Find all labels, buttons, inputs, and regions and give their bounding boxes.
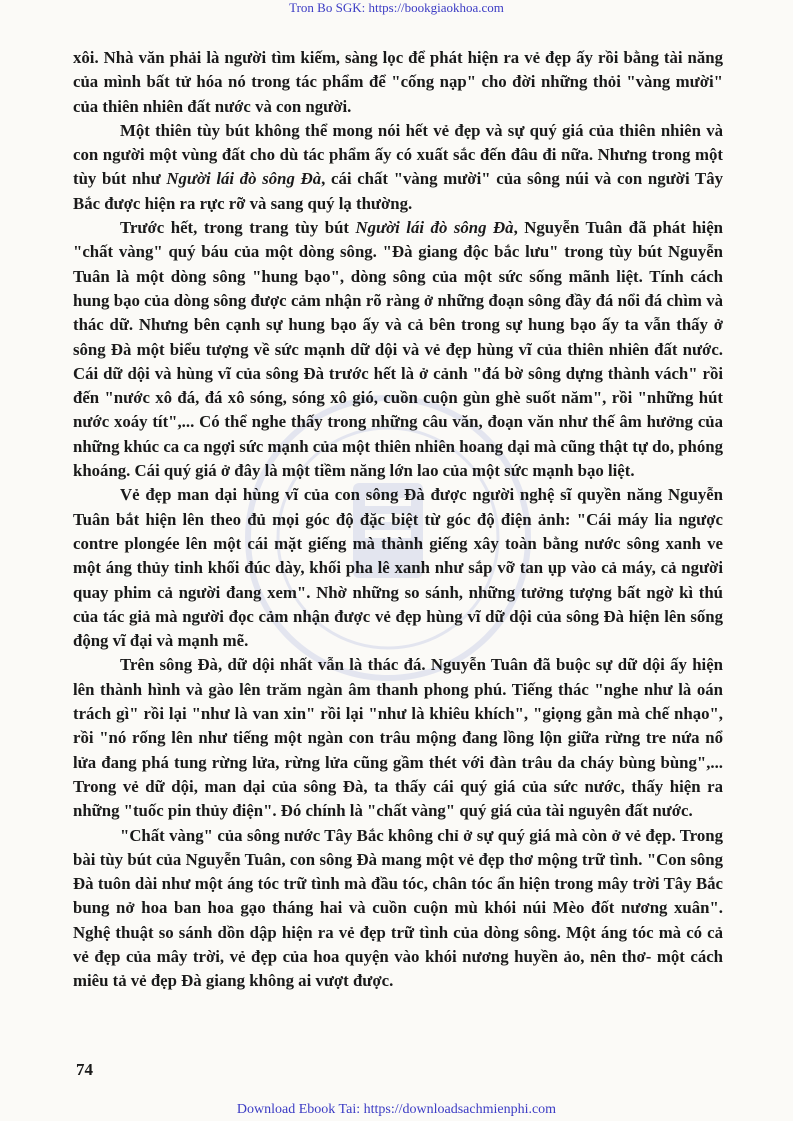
footer-download-link[interactable]: Download Ebook Tai: https://downloadsachmienphi.com [236, 1102, 557, 1117]
header-source-link[interactable]: Tron Bo SGK: https://bookgiaokhoa.com [289, 0, 504, 15]
paragraph: Trên sông Đà, dữ dội nhất vẫn là thác đá. Nguyễn Tuân đã buộc sự dữ dội ấy hiện lên thành hình và gào lên trăm ngàn âm thanh phong phú. Tiếng thác "nghe như là oán trách gì" rồi lại "như là van xin" rồi lại "như là khiêu khích", "giọng gằn mà chế nhạo", rồi "nó rống lên như tiếng một ngàn con trâu mộng đang lồng lộn giữa rừng tre nứa nổ lửa đang phá tung rừng lửa, rừng lửa cũng gầm thét với đàn trâu da cháy bùng bùng",... Trong vẻ dữ dội, man dại của sông Đà, ta thấy cái quý giá của sức nước, thấy hiện ra những "tuốc pin thủy điện". Đó chính là "chất vàng" quý giá của tài nguyên đất nước. [73, 655, 723, 821]
paragraph [73, 216, 723, 483]
paragraph: Vẻ đẹp man dại hùng vĩ của con sông Đà được người nghệ sĩ quyền năng Nguyễn Tuân bắt hiện lên theo đủ mọi góc độ đặc biệt từ góc độ điện ảnh: "Cái máy lia ngược contre plongée lên một cái mặt giếng mà thành giếng xây toàn bằng nước sông xanh ve một áng thủy tinh khối đúc dày, khối pha lê xanh như sắp vỡ tan ụp vào cả máy, cả người quay phim cả người đang xem". Nhờ những so sánh, những tưởng tượng bất ngờ kì thú của tác giả mà người đọc cảm nhận được vẻ đẹp hùng vĩ dữ dội của sông Đà hiện lên sống động vĩ đại và mạnh mẽ. [73, 485, 723, 651]
paragraph-text: Một thiên tùy bút không thể mong nói hết vẻ đẹp và sự quý giá của thiên nhiên và con người một vùng đất cho dù tác phẩm ấy có xuất sắc đến đâu đi nữa. Nhưng trong một tùy bút như [73, 120, 723, 189]
paragraph [73, 119, 723, 216]
paragraph-text: , cái chất "vàng mười" của sông núi và con người Tây Bắc được hiện ra rực rỡ và sang quý lạ thường. [73, 169, 723, 213]
page-number: 74 [76, 1060, 93, 1079]
work-title: Người lái đò sông Đà [166, 169, 322, 189]
paragraph: xôi. Nhà văn phải là người tìm kiếm, sàng lọc để phát hiện ra vẻ đẹp ấy rồi bằng tài năng của mình bất tử hóa nó trong tác phẩm để "cống nạp" cho đời những thỏi "vàng mười" của thiên nhiên đất nước và con người. [73, 48, 723, 116]
paragraph-text: , Nguyễn Tuân đã phát hiện "chất vàng" quý báu của một dòng sông. "Đà giang độc bắc lưu" trong tùy bút Nguyễn Tuân là một dòng sông "hung bạo", dòng sông của một sức sống mãnh liệt. Tính cách hung bạo của dòng sông được cảm nhận rõ ràng ở những đoạn sông đầy đá nổi đá chìm và thác dữ. Nhưng bên cạnh sự hung bạo ấy và cả bên trong sự hung bạo ấy ta vẫn thấy ở sông Đà một biểu tượng về sức mạnh dữ dội và vẻ đẹp hùng vĩ của thiên nhiên đất nước. Cái dữ dội và hùng vĩ của sông Đà trước hết là ở cảnh "đá bờ sông dựng thành vách" rồi đến "nước xô đá, đá xô sóng, sóng xô gió, cuồn cuộn gùn ghè suốt năm", rồi "những hút nước xoáy tít",... Có thể nghe thấy trong những câu văn, đoạn văn như thế âm hưởng của những khúc ca ca ngợi sức mạnh của một thiên nhiên hoang dại mà cũng thật tự do, phóng khoáng. Cái quý giá ở đây là một tiềm năng lớn lao của một sức mạnh bạo liệt. [73, 218, 723, 481]
paragraph-text: Trước hết, trong trang tùy bút [120, 218, 356, 238]
paragraph: "Chất vàng" của sông nước Tây Bắc không chỉ ở sự quý giá mà còn ở vẻ đẹp. Trong bài tùy bút của Nguyễn Tuân, con sông Đà mang một vẻ đẹp thơ mộng trữ tình. "Con sông Đà tuôn dài như một áng tóc trữ tình mà đầu tóc, chân tóc ẩn hiện trong mây trời Tây Bắc bung nở hoa ban hoa gạo tháng hai và cuồn cuộn mù khói núi Mèo đốt nương xuân". Nghệ thuật so sánh dồn dập hiện ra vẻ đẹp trữ tình của dòng sông. Một áng tóc mà có cả vẻ đẹp của mây trời, vẻ đẹp của hoa quyện vào khói nương huyền ảo, nên thơ- một cách miêu tả vẻ đẹp Đà giang không ai vượt được. [73, 825, 723, 991]
work-title: Người lái đò sông Đà [355, 218, 514, 238]
article-body [73, 46, 723, 994]
